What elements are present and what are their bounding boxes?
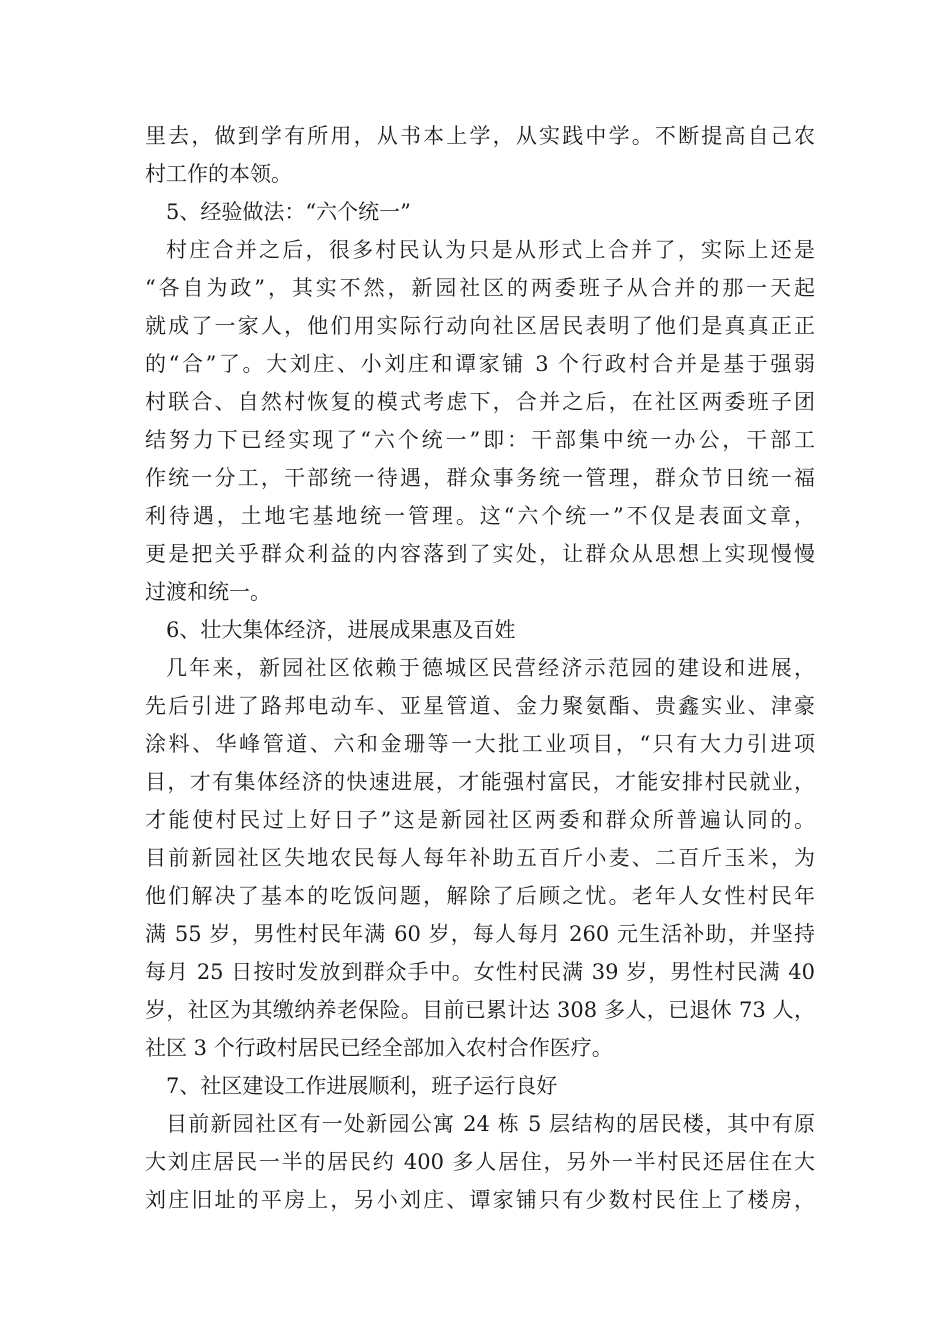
text-line: 更是把关乎群众利益的内容落到了实处，让群众从思想上实现慢慢	[145, 542, 815, 566]
document-body	[145, 117, 815, 1219]
text-line: 作统一分工，干部统一待遇，群众事务统一管理，群众节日统一福	[145, 466, 815, 490]
section-heading: 7、社区建设工作进展顺利，班子运行良好	[166, 1074, 558, 1098]
text-line: 每月 25 日按时发放到群众手中。女性村民满 39 岁，男性村民满 40	[145, 960, 815, 984]
text-line: 目，才有集体经济的快速进展，才能强村富民，才能安排村民就业，	[145, 770, 815, 794]
section-heading: 5、经验做法：“六个统一”	[166, 200, 411, 224]
text-line: 满 55 岁，男性村民年满 60 岁，每人每月 260 元生活补助，并坚持	[145, 922, 815, 946]
text-line: 先后引进了路邦电动车、亚星管道、金力聚氨酯、贵鑫实业、津豪	[145, 694, 815, 718]
text-line: 他们解决了基本的吃饭问题，解除了后顾之忧。老年人女性村民年	[145, 884, 815, 908]
text-line: 才能使村民过上好日子”这是新园社区两委和群众所普遍认同的。	[145, 808, 815, 832]
text-line: 大刘庄居民一半的居民约 400 多人居住，另外一半村民还居住在大	[145, 1150, 815, 1174]
text-line: 利待遇，土地宅基地统一管理。这“六个统一”不仅是表面文章，	[145, 504, 815, 528]
text-line: 目前新园社区失地农民每人每年补助五百斤小麦、二百斤玉米，为	[145, 846, 815, 870]
text-line: 几年来，新园社区依赖于德城区民营经济示范园的建设和进展，	[166, 656, 815, 680]
text-line: 就成了一家人，他们用实际行动向社区居民表明了他们是真真正正	[145, 314, 815, 338]
text-line: 刘庄旧址的平房上，另小刘庄、谭家铺只有少数村民住上了楼房，	[145, 1188, 815, 1212]
text-line: 里去，做到学有所用，从书本上学，从实践中学。不断提高自己农	[145, 124, 815, 148]
text-line: 村工作的本领。	[145, 162, 292, 186]
text-line: 涂料、华峰管道、六和金珊等一大批工业项目，“只有大力引进项	[145, 732, 815, 756]
text-line: 村庄合并之后，很多村民认为只是从形式上合并了，实际上还是	[166, 238, 815, 262]
text-line: 社区 3 个行政村居民已经全部加入农村合作医疗。	[145, 1036, 613, 1060]
text-line: 目前新园社区有一处新园公寓 24 栋 5 层结构的居民楼，其中有原	[166, 1112, 815, 1136]
text-line: 村联合、自然村恢复的模式考虑下，合并之后，在社区两委班子团	[145, 390, 815, 414]
text-line: 结努力下已经实现了“六个统一”即：干部集中统一办公，干部工	[145, 428, 815, 452]
text-line: 的“合”了。大刘庄、小刘庄和谭家铺 3 个行政村合并是基于强弱	[145, 352, 815, 376]
text-line: 岁，社区为其缴纳养老保险。目前已累计达 308 多人，已退休 73 人，	[145, 998, 815, 1022]
section-heading: 6、壮大集体经济，进展成果惠及百姓	[166, 618, 516, 642]
text-line: “各自为政”，其实不然，新园社区的两委班子从合并的那一天起	[145, 276, 815, 300]
text-line: 过渡和统一。	[145, 580, 271, 604]
